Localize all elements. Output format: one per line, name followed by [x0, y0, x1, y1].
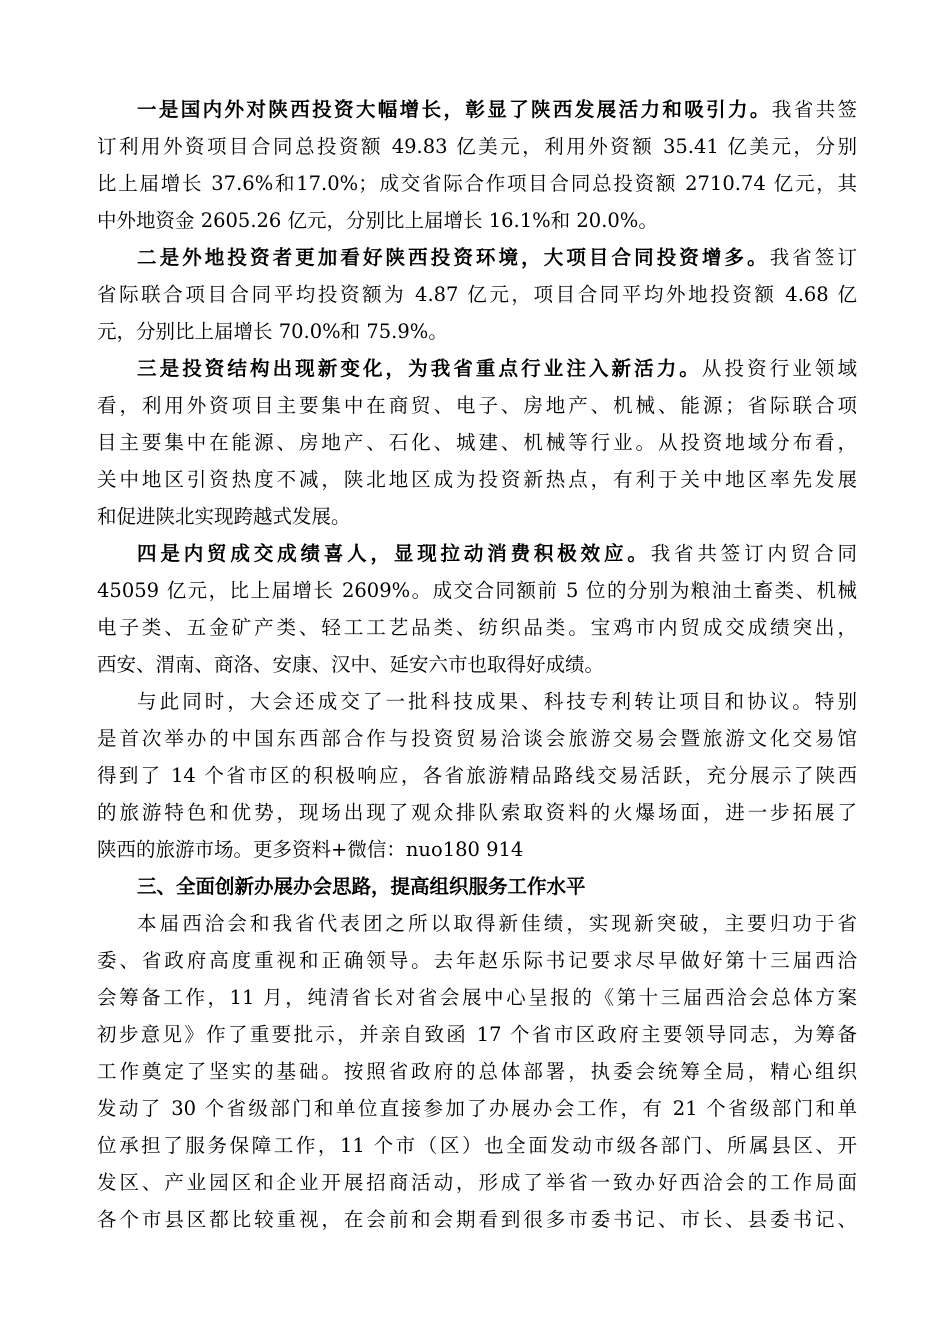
- paragraph-3-line-3: 目主要集中在能源、房地产、石化、城建、机械等行业。从投资地域分布看，: [97, 431, 857, 454]
- paragraph-5-line-2: 是首次举办的中国东西部合作与投资贸易洽谈会旅游交易会暨旅游文化交易馆: [97, 727, 857, 750]
- paragraph-5-line-1: 与此同时，大会还成交了一批科技成果、科技专利转让项目和协议。特别: [137, 690, 857, 713]
- paragraph-4-line-3: 电子类、五金矿产类、轻工工艺品类、纺织品类。宝鸡市内贸成交成绩突出，: [97, 616, 857, 639]
- paragraph-2-line-1: [137, 240, 857, 276]
- paragraph-4-line-2: 45059 亿元，比上届增长 2609%。成交合同额前 5 位的分别为粮油土畜类、机械: [97, 579, 857, 602]
- paragraph-6-line-2: 委、省政府高度重视和正确领导。去年赵乐际书记要求尽早做好第十三届西洽: [97, 949, 857, 972]
- paragraph-6-line-5: 工作奠定了坚实的基础。按照省政府的总体部署，执委会统筹全局，精心组织: [97, 1060, 857, 1083]
- paragraph-1-line-2: 订利用外资项目合同总投资额 49.83 亿美元，利用外资额 35.41 亿美元，分别: [97, 135, 857, 158]
- paragraph-6-line-7: 位承担了服务保障工作，11 个市（区）也全面发动市级各部门、所属县区、开: [97, 1134, 857, 1157]
- paragraph-3-line-4: 关中地区引资热度不减，陕北地区成为投资新热点，有利于关中地区率先发展: [97, 468, 857, 491]
- paragraph-6-line-3: 会筹备工作，11 月，纯清省长对省会展中心呈报的《第十三届西洽会总体方案: [97, 986, 857, 1009]
- paragraph-3-line-5: 和促进陕北实现跨越式发展。: [97, 505, 351, 528]
- paragraph-6-line-8: 发区、产业园区和企业开展招商活动，形成了举省一致办好西洽会的工作局面: [97, 1171, 857, 1194]
- paragraph-5-line-3: 得到了 14 个省市区的积极响应，各省旅游精品路线交易活跃，充分展示了陕西: [97, 764, 857, 787]
- paragraph-5-line-5: 陕西的旅游市场。更多资料+微信：nuo180 914: [97, 838, 524, 861]
- section-heading: 三、全面创新办展办会思路，提高组织服务工作水平: [137, 875, 586, 898]
- paragraph-3-text: 从投资行业领域: [701, 357, 857, 380]
- paragraph-4-line-4: 西安、渭南、商洛、安康、汉中、延安六市也取得好成绩。: [97, 653, 605, 676]
- paragraph-2-line-2: 省际联合项目合同平均投资额为 4.87 亿元，项目合同平均外地投资额 4.68 亿: [97, 283, 857, 306]
- paragraph-1-line-1: [137, 92, 857, 128]
- paragraph-1-line-3: 比上届增长 37.6%和17.0%；成交省际合作项目合同总投资额 2710.74 亿元，其: [97, 172, 857, 195]
- paragraph-3-line-2: 看，利用外资项目主要集中在商贸、电子、房地产、机械、能源；省际联合项: [97, 394, 857, 417]
- paragraph-1-line-4: 中外地资金 2605.26 亿元，分别比上届增长 16.1%和 20.0%。: [97, 209, 658, 232]
- paragraph-3-line-1: [137, 351, 857, 387]
- paragraph-6-line-6: 发动了 30 个省级部门和单位直接参加了办展办会工作，有 21 个省级部门和单: [97, 1097, 857, 1120]
- paragraph-6-line-4: 初步意见》作了重要批示，并亲自致函 17 个省市区政府主要领导同志，为筹备: [97, 1023, 857, 1046]
- paragraph-1-text: 我省共签: [771, 98, 857, 121]
- paragraph-2-lead: 二是外地投资者更加看好陕西投资环境，大项目合同投资增多。: [137, 246, 770, 269]
- paragraph-1-lead: 一是国内外对陕西投资大幅增长，彰显了陕西发展活力和吸引力。: [137, 98, 772, 121]
- paragraph-6-line-9: 各个市县区都比较重视，在会前和会期看到很多市委书记、市长、县委书记、: [97, 1208, 857, 1231]
- paragraph-4-lead: 四是内贸成交成绩喜人，显现拉动消费积极效应。: [137, 542, 651, 565]
- paragraph-2-line-3: 元，分别比上届增长 70.0%和 75.9%。: [97, 320, 448, 343]
- paragraph-5-line-4: 的旅游特色和优势，现场出现了观众排队索取资料的火爆场面，进一步拓展了: [97, 801, 857, 824]
- paragraph-4-line-1: [137, 536, 857, 572]
- paragraph-2-text: 我省签订: [769, 246, 857, 269]
- paragraph-6-line-1: 本届西洽会和我省代表团之所以取得新佳绩，实现新突破，主要归功于省: [137, 912, 857, 935]
- paragraph-4-text: 我省共签订内贸合同: [650, 542, 857, 565]
- paragraph-3-lead: 三是投资结构出现新变化，为我省重点行业注入新活力。: [137, 357, 702, 380]
